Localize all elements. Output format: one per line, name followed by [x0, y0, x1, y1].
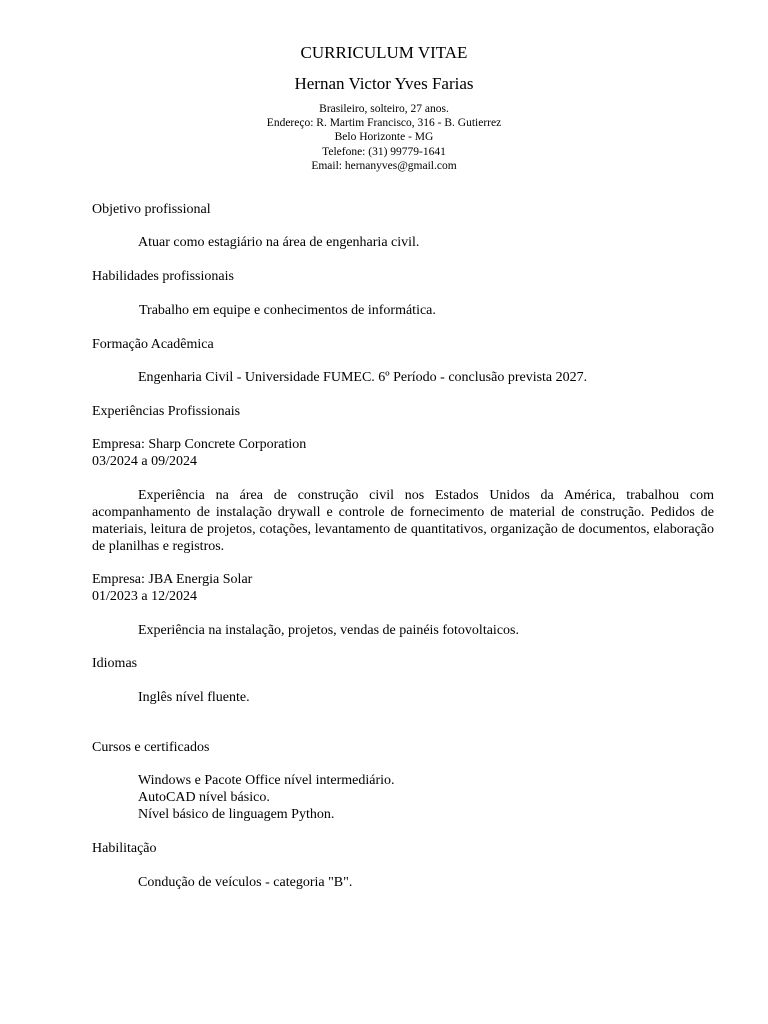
resume-body — [92, 201, 714, 891]
courses-title: Cursos e certificados — [92, 740, 210, 755]
courses-list — [92, 772, 714, 823]
email: Email: hernanyves@gmail.com — [311, 159, 457, 172]
course-item: Nível básico de linguagem Python. — [138, 807, 335, 822]
job-company: Empresa: Sharp Concrete Corporation — [92, 437, 307, 452]
job-description: Experiência na área de construção civil nos Estados Unidos da América, trabalhou com acompanhamento de instalação drywall e controle de fornecimento de material de construção. Pedidos de materiais, leitura de projetos, cotações, levantamento de quantitativos, organização de documentos, elaboração de planilhas e registros. — [92, 488, 714, 554]
objective-title: Objetivo profissional — [92, 202, 211, 217]
address: Endereço: R. Martim Francisco, 316 - B. Gutierrez — [266, 117, 502, 130]
job-period: 01/2023 a 12/2024 — [92, 589, 197, 604]
skills-text: Trabalho em equipe e conhecimentos de informática. — [139, 303, 436, 318]
document-title: CURRICULUM VITAE — [300, 43, 468, 62]
job-entry — [92, 436, 714, 555]
objective-text: Atuar como estagiário na área de engenharia civil. — [138, 235, 420, 250]
education-title: Formação Acadêmica — [92, 337, 214, 352]
job-company: Empresa: JBA Energia Solar — [92, 572, 253, 587]
languages-text: Inglês nível fluente. — [138, 690, 250, 705]
candidate-name: Hernan Victor Yves Farias — [294, 74, 474, 93]
languages-title: Idiomas — [92, 656, 138, 671]
course-item: AutoCAD nível básico. — [138, 790, 270, 805]
resume-header — [0, 42, 768, 173]
license-text: Condução de veículos - categoria "B". — [138, 875, 353, 890]
job-period: 03/2024 a 09/2024 — [92, 454, 197, 469]
license-title: Habilitação — [92, 841, 157, 856]
phone: Telefone: (31) 99779-1641 — [322, 145, 446, 158]
experience-title: Experiências Profissionais — [92, 404, 241, 419]
education-text: Engenharia Civil - Universidade FUMEC. 6º Período - conclusão prevista 2027. — [138, 370, 588, 385]
job-entry — [92, 571, 714, 639]
contact-block — [0, 102, 768, 173]
city: Belo Horizonte - MG — [334, 131, 434, 144]
skills-title: Habilidades profissionais — [92, 269, 234, 284]
course-item: Windows e Pacote Office nível intermediário. — [138, 773, 395, 788]
job-description: Experiência na instalação, projetos, vendas de painéis fotovoltaicos. — [138, 623, 519, 638]
personal-info: Brasileiro, solteiro, 27 anos. — [319, 103, 449, 115]
